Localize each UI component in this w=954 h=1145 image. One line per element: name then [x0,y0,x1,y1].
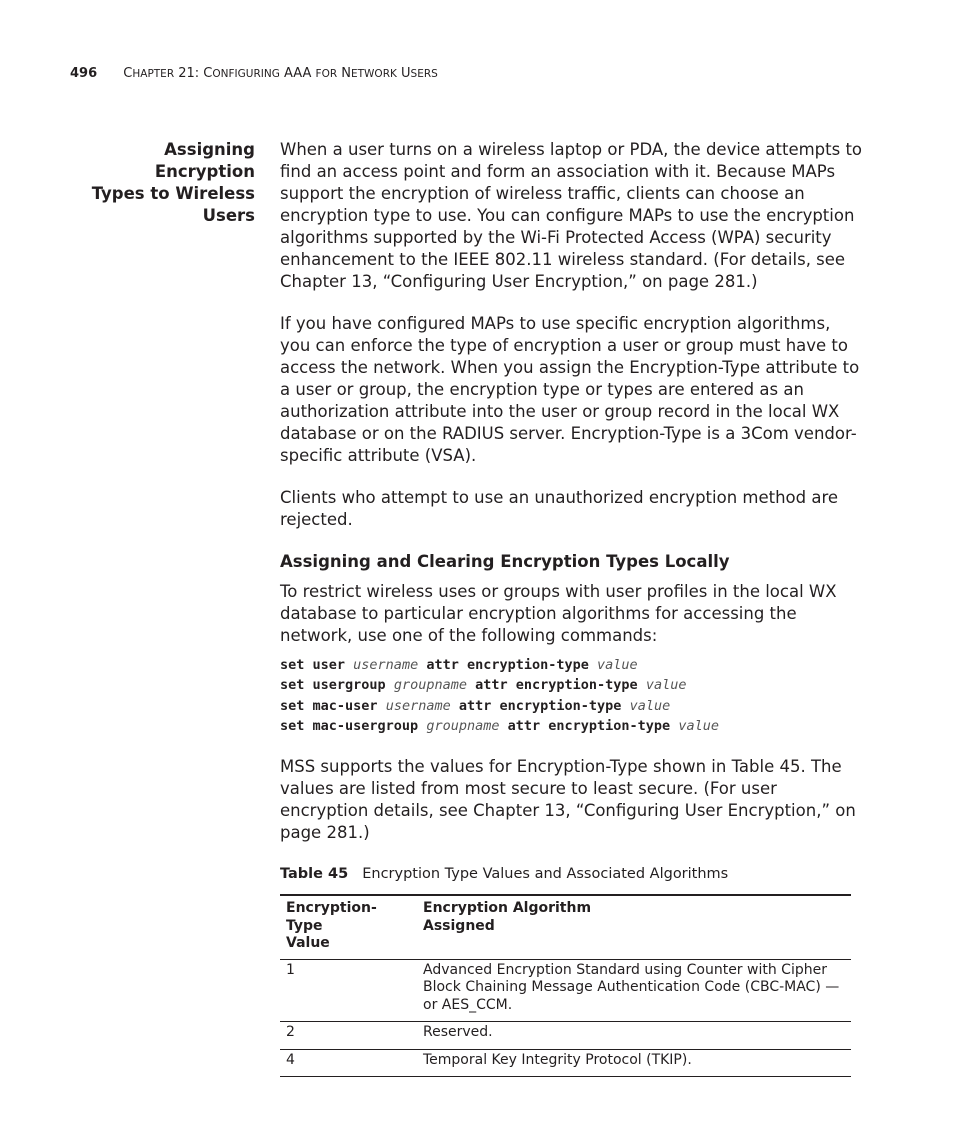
command-line: set usergroup groupname attr encryption-type value [280,677,687,694]
command-line: set user username attr encryption-type value [280,657,638,673]
column-header-algorithm: Encryption Algorithm Assigned [417,895,851,959]
table-row [280,959,851,1022]
body-paragraph: MSS supports the values for Encryption-Type shown in Table 45. The values are listed from most secure to least secure. (For user encryption details, see Chapter 13, “Configuring User Encryption,” on page 281.) [280,757,856,843]
chapter-running-title: CHAPTER 21: CONFIGURING AAA FOR NETWORK USERS [123,66,438,81]
table-caption [280,864,865,884]
body-paragraph: When a user turns on a wireless laptop or PDA, the device attempts to find an access point and form an association with it. Because MAPs support the encryption of wireless traffic, clients can choose an encryption type to use. You can configure MAPs to use the encryption algorithms supported by the Wi-Fi Protected Access (WPA) security enhancement to the IEEE 802.11 wireless standard. (For details, see Chapter 13, “Configuring User Encryption,” on page 281.) [280,140,863,291]
command-line: set mac-usergroup groupname attr encryption-type value [280,717,719,734]
table-row [280,1049,851,1077]
table-cell-algorithm: Reserved. [417,1022,851,1050]
table-cell-algorithm: Advanced Encryption Standard using Counter with Cipher Block Chaining Message Authentication Code (CBC-MAC) — or AES_CCM. [417,959,851,1022]
table-cell-value: 1 [280,959,417,1022]
table-header-row [280,895,851,959]
table-caption-text: Encryption Type Values and Associated Algorithms [362,866,729,883]
page-number: 496 [70,66,98,81]
encryption-type-table [280,894,851,1077]
table-cell-value: 4 [280,1049,417,1077]
table-cell-value: 2 [280,1022,417,1050]
table-row [280,1022,851,1050]
body-paragraph: To restrict wireless uses or groups with user profiles in the local WX database to particular encryption algorithms for accessing the network, use one of the following commands: [280,582,837,645]
column-header-value: Encryption-Type Value [280,895,417,959]
command-line: set mac-user username attr encryption-type value [280,697,671,714]
table-cell-algorithm: Temporal Key Integrity Protocol (TKIP). [417,1049,851,1077]
section-heading: Assigning Encryption Types to Wireless Users [91,140,255,225]
subsection-heading: Assigning and Clearing Encryption Types Locally [280,552,730,571]
page-header [70,66,438,81]
body-paragraph: Clients who attempt to use an unauthorized encryption method are rejected. [280,488,839,529]
body-paragraph: If you have configured MAPs to use specific encryption algorithms, you can enforce the type of encryption a user or group must have to access the network. When you assign the Encryption-Type attribute to a user or group, the encryption type or types are entered as an authorization attribute into the user or group record in the local WX database or on the RADIUS server. Encryption-Type is a 3Com vendor-specific attribute (VSA). [280,314,860,465]
main-content [280,139,865,1077]
table-caption-label: Table 45 [280,866,349,883]
command-syntax-block [280,655,865,736]
